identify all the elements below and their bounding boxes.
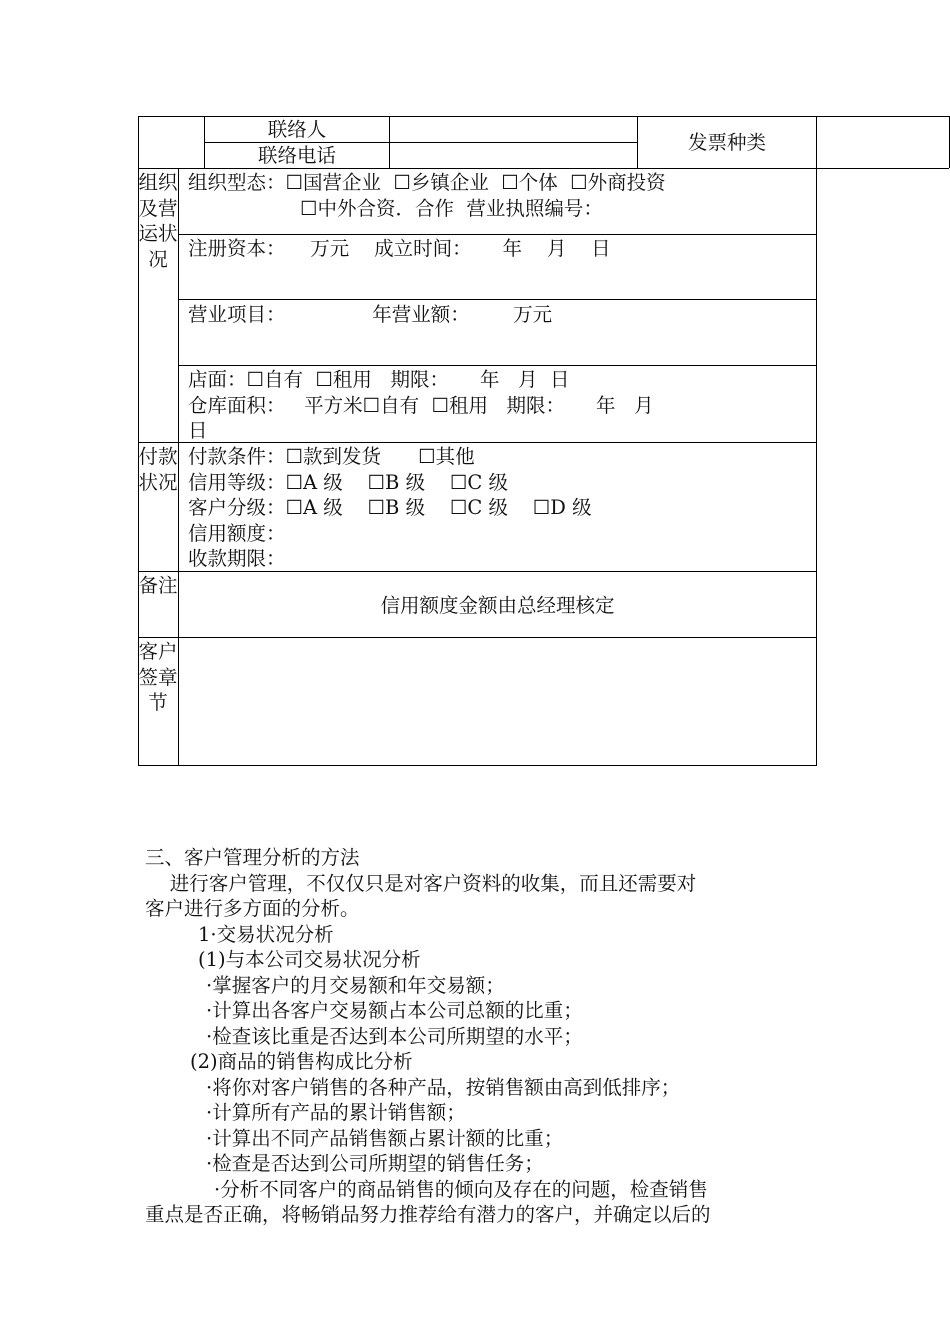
collection-period-label: 收款期限：: [188, 547, 286, 570]
item-title: 1·交易状况分析: [198, 923, 334, 946]
bullet-item: ·计算所有产品的累计销售额；: [206, 1101, 466, 1124]
invoice-type-label: 发票种类: [687, 131, 766, 154]
bullet-item: ·计算出各客户交易额占本公司总额的比重；: [206, 999, 583, 1022]
org-section-label: 组织及营运状况: [138, 171, 178, 271]
table-line: [178, 168, 179, 766]
table-line: [138, 442, 817, 443]
warehouse-line: 仓库面积： 平方米☐自有 ☐租用 期限： 年 月: [188, 394, 654, 417]
section-title: 三、客户管理分析的方法: [145, 846, 360, 869]
table-line: [178, 234, 817, 235]
contact-person-label: 联络人: [267, 118, 327, 141]
bullet-item: ·检查是否达到公司所期望的销售任务；: [206, 1152, 544, 1175]
bullet-item: ·检查该比重是否达到本公司所期望的水平；: [206, 1025, 583, 1048]
table-line: [138, 571, 817, 572]
table-line: [816, 116, 817, 766]
table-line: [178, 299, 817, 300]
signature-label: 客户签章节: [138, 640, 178, 714]
bullet-item-continuation: 重点是否正确，将畅销品努力推荐给有潜力的客户，并确定以后的: [145, 1203, 711, 1226]
table-line: [389, 116, 390, 168]
credit-limit-label: 信用额度：: [188, 522, 286, 545]
payment-section-label: 付款状况: [138, 445, 178, 494]
contact-phone-label: 联络电话: [257, 144, 336, 167]
table-line: [178, 365, 817, 366]
warehouse-day: 日: [188, 419, 208, 442]
org-type-line2: ☐中外合资．合作 营业执照编号：: [300, 197, 603, 220]
bullet-item: ·计算出不同产品销售额占累计额的比重；: [206, 1127, 564, 1150]
table-line: [138, 637, 817, 638]
intro-paragraph-line: 客户进行多方面的分析。: [145, 897, 360, 920]
bullet-item: ·将你对客户销售的各种产品，按销售额由高到低排序；: [206, 1076, 681, 1099]
org-type-line1: 组织型态：☐国营企业 ☐乡镇企业 ☐个体 ☐外商投资: [188, 171, 666, 194]
sub-title: (1)与本公司交易状况分析: [198, 948, 421, 971]
customer-grade-line: 客户分级：☐A 级 ☐B 级 ☐C 级 ☐D 级: [188, 496, 592, 519]
business-line: 营业项目： 年营业额： 万元: [188, 303, 553, 326]
remarks-text: 信用额度金额由总经理核定: [380, 594, 615, 617]
payment-terms-line: 付款条件：☐款到发货 ☐其他: [188, 445, 475, 468]
intro-paragraph-line: 进行客户管理，不仅仅只是对客户资料的收集，而且还需要对: [145, 872, 697, 895]
bullet-item: ·掌握客户的月交易额和年交易额；: [206, 974, 505, 997]
capital-line: 注册资本： 万元 成立时间： 年 月 日: [188, 237, 611, 260]
table-line: [138, 765, 817, 766]
sub-title: (2)商品的销售构成比分析: [190, 1050, 413, 1073]
bullet-item: ·分析不同客户的商品销售的倾向及存在的问题，检查销售: [214, 1178, 708, 1201]
credit-level-line: 信用等级：☐A 级 ☐B 级 ☐C 级: [188, 471, 508, 494]
store-line: 店面：☐自有 ☐租用 期限： 年 月 日: [188, 368, 570, 391]
remarks-label: 备注: [138, 574, 178, 597]
